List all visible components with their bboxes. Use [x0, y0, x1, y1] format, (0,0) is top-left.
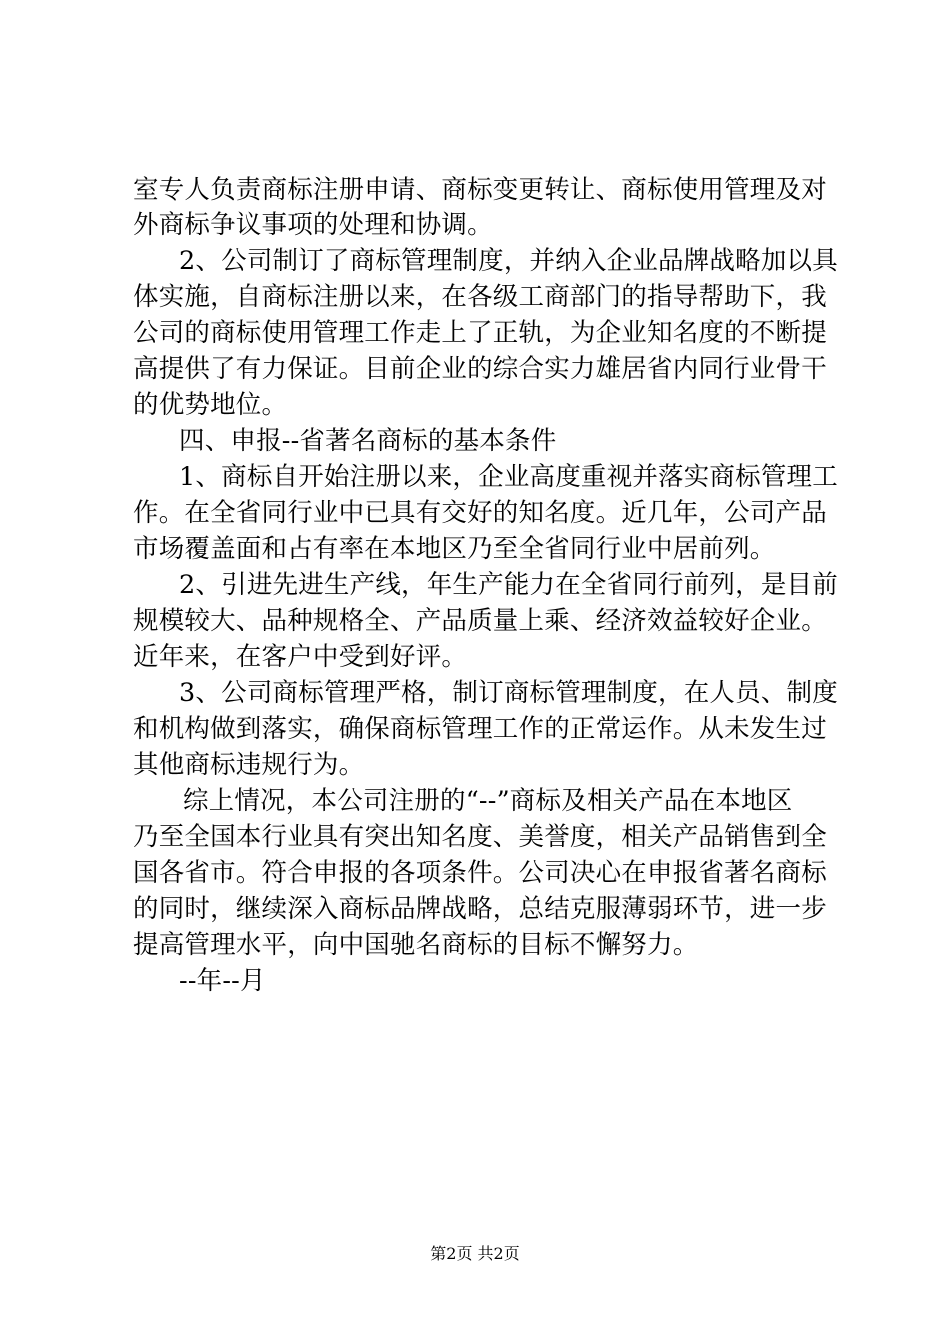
paragraph-start-line: 1、商标自开始注册以来，企业高度重视并落实商标管理工	[179, 462, 838, 492]
section-heading: 四、申报--省著名商标的基本条件	[179, 426, 557, 456]
paragraph-start-line: 2、引进先进生产线，年生产能力在全省同行前列，是目前	[179, 570, 838, 600]
body-text-line: 其他商标违规行为。	[133, 750, 365, 780]
paragraph-start-line: 2、公司制订了商标管理制度，并纳入企业品牌战略加以具	[179, 246, 838, 276]
body-text-line: 作。在全省同行业中已具有交好的知名度。近几年，公司产品	[133, 498, 827, 528]
body-text-line: 的同时，继续深入商标品牌战略，总结克服薄弱环节，进一步	[133, 894, 827, 924]
page-number-footer: 第2页 共2页	[430, 1244, 520, 1263]
body-text-line: 的优势地位。	[133, 390, 288, 420]
body-text-line: 近年来，在客户中受到好评。	[133, 642, 468, 672]
body-text-line: 室专人负责商标注册申请、商标变更转让、商标使用管理及对	[133, 175, 827, 205]
body-text-line: 市场覆盖面和占有率在本地区乃至全省同行业中居前列。	[133, 534, 776, 564]
body-text-line: 公司的商标使用管理工作走上了正轨，为企业知名度的不断提	[133, 318, 827, 348]
body-text-line: 提高管理水平，向中国驰名商标的目标不懈努力。	[133, 930, 699, 960]
body-text-line: 和机构做到落实，确保商标管理工作的正常运作。从未发生过	[133, 714, 827, 744]
body-text-line: 体实施，自商标注册以来，在各级工商部门的指导帮助下，我	[133, 282, 827, 312]
paragraph-start-line: 综上情况，本公司注册的“--”商标及相关产品在本地区	[183, 786, 793, 816]
body-text-line: 高提供了有力保证。目前企业的综合实力雄居省内同行业骨干	[133, 354, 827, 384]
date-line: --年--月	[179, 966, 266, 996]
body-text-line: 规模较大、品种规格全、产品质量上乘、经济效益较好企业。	[133, 606, 827, 636]
body-text-line: 乃至全国本行业具有突出知名度、美誉度，相关产品销售到全	[133, 822, 827, 852]
paragraph-start-line: 3、公司商标管理严格，制订商标管理制度，在人员、制度	[179, 678, 838, 708]
body-text-line: 外商标争议事项的处理和协调。	[133, 210, 493, 240]
body-text-line: 国各省市。符合申报的各项条件。公司决心在申报省著名商标	[133, 858, 827, 888]
